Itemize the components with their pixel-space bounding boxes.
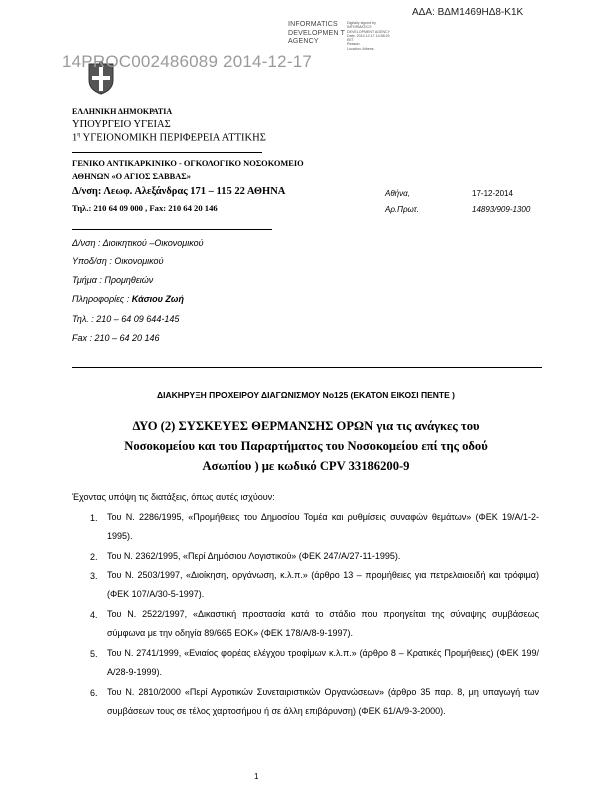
signature-line: Date: 2014.12.17 14:58:20 [347, 33, 390, 38]
page-number: 1 [254, 772, 259, 781]
protocol-number: 14893/909-1300 [472, 205, 531, 214]
subject-line: Ασωπίου ) με κωδικό CPV 33186200-9 [202, 459, 410, 473]
law-item: Του Ν. 2522/1997, «Δικαστική προστασία κατά το στάδιο που προηγείται της σύναψης συμβάσεως σύμφωνα με την οδηγία 89/665 ΕΟΚ» (ΦΕΚ 178/Α/8-9-1997). [107, 609, 539, 638]
law-item: Του Ν. 2741/1999, «Ενιαίος φορέας ελέγχου τροφίμων κ.λ.π.» (άρθρο 8 – Κρατικές Προμήθειες) (ΦΕΚ 199/Α/28-9-1999). [107, 648, 539, 677]
section-rule [72, 367, 542, 368]
document-date: 17-12-2014 [472, 189, 513, 198]
directorate: Δ/νση : Διοικητικού –Οικονομικού [72, 238, 204, 248]
intro-text: Έχοντας υπόψη τις διατάξεις, όπως αυτές ισχύουν: [72, 492, 275, 502]
subdirectorate: Υποδ/ση : Οικονομικού [72, 256, 164, 266]
hospital-name-line2: ΑΘΗΝΩΝ «Ο ΑΓΙΟΣ ΣΑΒΒΑΣ» [72, 172, 191, 181]
contact-name: Κάσιου Ζωή [131, 294, 184, 304]
region-number: 1 [72, 132, 78, 144]
law-number: 2. [90, 552, 98, 562]
protocol-stamp: 14PROC002486089 2014-12-17 [62, 52, 312, 71]
law-item: Του Ν. 2810/2000 «Περί Αγροτικών Συνεταιριστικών Οργανώσεων» (άρθρο 35 παρ. 8, μη υπαγωγή των συμβάσεων τους σε τέλος χαρτοσήμου ή σε άλλη επιβάρυνση) (ΦΕΚ 61/Α/9-3-2000). [107, 687, 539, 716]
law-number: 1. [90, 513, 98, 523]
law-item: Του Ν. 2362/1995, «Περί Δημόσιου Λογιστικού» (ΦΕΚ 247/Α/27-11-1995). [107, 551, 401, 561]
region-superscript: η [77, 132, 81, 138]
ministry-heading: ΥΠΟΥΡΓΕΙΟ ΥΓΕΙΑΣ [72, 119, 171, 130]
hospital-name-line1: ΓΕΝΙΚΟ ΑΝΤΙΚΑΡΚΙΝΙΚΟ - ΟΓΚΟΛΟΓΙΚΟ ΝΟΣΟΚΟΜΕΙΟ [72, 159, 304, 168]
tender-title: ΔΙΑΚΗΡΥΞΗ ΠΡΟΧΕΙΡΟΥ ΔΙΑΓΩΝΙΣΜΟΥ Νο125 (ΕΚΑΤΟΝ ΕΙΚΟΣΙ ΠΕΝΤΕ ) [156, 390, 455, 400]
law-item: Του Ν. 2503/1997, «Διοίκηση, οργάνωση, κ.λ.π.» (άρθρο 13 – προμήθειες για πετρελαιοειδή και τρόφιμα) (ΦΕΚ 107/Α/30-5-1997). [107, 570, 539, 599]
place-label: Αθήνα, [385, 189, 410, 198]
protocol-label: Αρ.Πρωτ. [385, 205, 419, 214]
signature-line: DEVELOPMENT AGENCY [347, 29, 391, 34]
signature-line: INFORMATICS [347, 25, 372, 30]
contact-fax: Fax : 210 – 64 20 146 [72, 333, 160, 343]
contact-label: Πληροφορίες : [72, 294, 132, 304]
law-item: Του Ν. 2286/1995, «Προμήθειες του Δημοσίου Τομέα και ρυθμίσεις συναφών θεμάτων» (ΦΕΚ 19/Α/1-2-1995). [107, 512, 539, 541]
signature-line: Location: Athens [347, 46, 374, 51]
subject-line: ΔΥΟ (2) ΣΥΣΚΕΥΕΣ ΘΕΡΜΑΝΣΗΣ ΟΡΩΝ για τις ανάγκες του [132, 419, 480, 433]
signature-details [347, 21, 390, 51]
law-number: 5. [90, 649, 98, 659]
law-number: 6. [90, 688, 98, 698]
signature-line: EET [347, 38, 354, 43]
subject-line: Νοσοκομείου και του Παραρτήματος του Νοσοκομείου επί της οδού [124, 439, 488, 453]
hospital-address: Δ/νση: Λεωφ. Αλεξάνδρας 171 – 115 22 ΑΘΗΝΑ [72, 186, 286, 197]
divider [72, 229, 272, 230]
law-number: 3. [90, 571, 98, 581]
region-heading [72, 132, 266, 144]
ada-code: ΑΔΑ: ΒΔΜ1469ΗΔ8-Κ1Κ [412, 7, 524, 18]
divider [72, 152, 262, 153]
republic-heading: ΕΛΛΗΝΙΚΗ ΔΗΜΟΚΡΑΤΙΑ [72, 107, 173, 116]
law-number: 4. [90, 610, 98, 620]
signature-organization: INFORMATICS DEVELOPMEN T AGENCY [288, 21, 345, 45]
signature-line: Reason: [347, 42, 361, 47]
hospital-phone: Τηλ.: 210 64 09 000 , Fax: 210 64 20 146 [72, 203, 218, 213]
region-name: ΥΓΕΙΟΝΟΜΙΚΗ ΠΕΡΙΦΕΡΕΙΑ ΑΤΤΙΚΗΣ [80, 132, 266, 144]
department: Τμήμα : Προμηθειών [72, 275, 154, 285]
contact-info [72, 294, 184, 304]
signature-line: Digitally signed by [347, 21, 376, 25]
contact-phone: Τηλ. : 210 – 64 09 644-145 [72, 314, 180, 324]
